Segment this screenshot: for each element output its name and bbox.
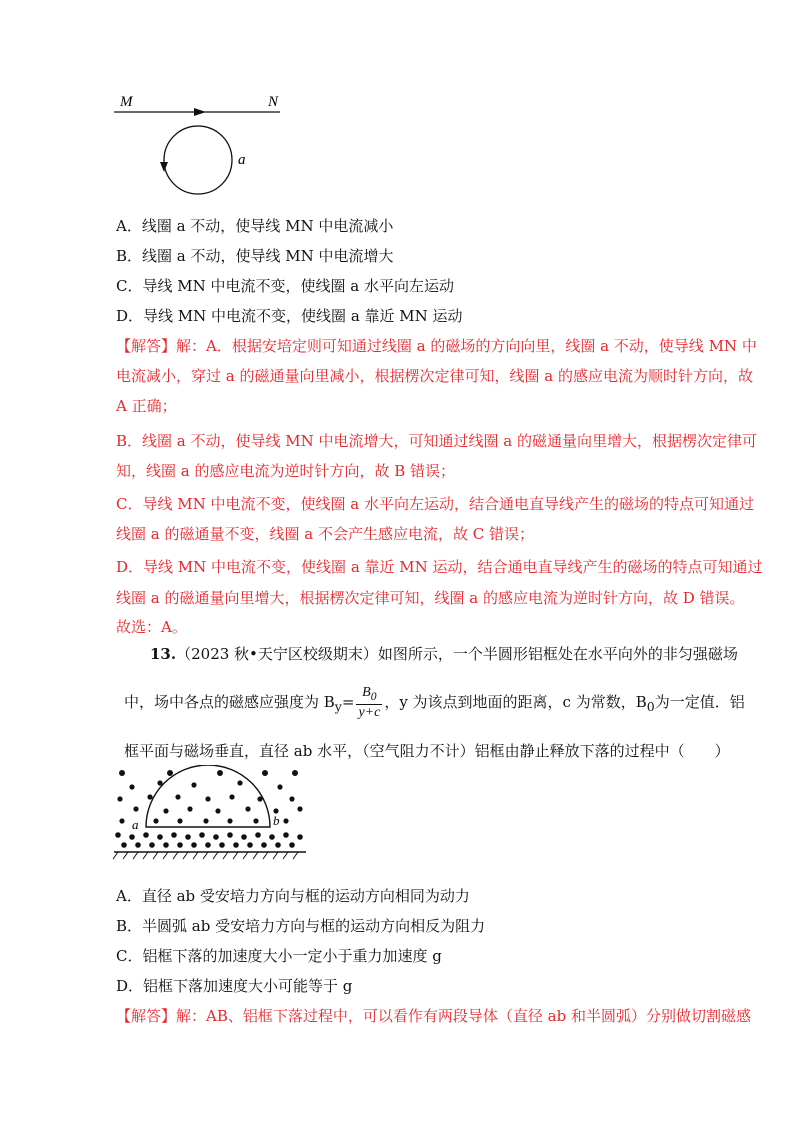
q12-option-b: B．线圈 a 不动，使导线 MN 中电流增大 bbox=[116, 247, 394, 265]
q13-stem-line-3: 框平面与磁场垂直，直径 ab 水平，（空气阻力不计）铝框由静止释放下落的过程中（ ） bbox=[124, 742, 730, 760]
q13-option-d: D．铝框下落加速度大小可能等于 g bbox=[116, 977, 353, 995]
figure-semicircle-field bbox=[110, 765, 310, 861]
q13-option-a: A．直径 ab 受安培力方向与框的运动方向相同为动力 bbox=[116, 887, 470, 905]
q13-option-b: B．半圆弧 ab 受安培力方向与框的运动方向相反为阻力 bbox=[116, 917, 486, 935]
q13-answer-line-1 bbox=[116, 1006, 751, 1026]
q12-option-c: C．导线 MN 中电流不变，使线圈 a 水平向左运动 bbox=[116, 277, 454, 295]
current-arrow bbox=[194, 108, 206, 116]
answer-tag: 【解答】 bbox=[116, 337, 177, 355]
q13-stem-line-2: 中，场中各点的磁感应强度为 $B_y=$ $\frac{B_0}{y+c}$ ，y 为该点到地面的距离，c 为常数，$B_0$为一定值．铝 bbox=[124, 684, 745, 721]
loop-direction-arrow bbox=[160, 162, 168, 172]
q12-answer-line-8: D．导线 MN 中电流不变，使线圈 a 靠近 MN 运动，结合通电直导线产生的磁场的特点可知通过 bbox=[116, 558, 763, 576]
label-b-point: b bbox=[273, 813, 280, 828]
answer-text: 解：AB、铝框下落过程中，可以看作有两段导体（直径 ab 和半圆弧）分别做切割磁感 bbox=[176, 1007, 751, 1025]
q12-option-a: A．线圈 a 不动，使导线 MN 中电流减小 bbox=[116, 217, 394, 235]
label-a-point: a bbox=[132, 817, 139, 832]
q13-stem-line-1 bbox=[150, 644, 738, 664]
figure-wire-loop bbox=[110, 88, 290, 198]
answer-tag: 【解答】 bbox=[116, 1007, 177, 1025]
label-a: a bbox=[238, 152, 246, 168]
q12-option-d: D．导线 MN 中电流不变，使线圈 a 靠近 MN 运动 bbox=[116, 307, 463, 325]
answer-text: 解：A．根据安培定则可知通过线圈 a 的磁场的方向向里，线圈 a 不动，使导线 MN 中 bbox=[176, 337, 757, 355]
field-dots bbox=[115, 770, 303, 848]
q13-number: 13. bbox=[150, 645, 177, 663]
field-formula: $\frac{B_0}{y+c}$ bbox=[358, 684, 381, 721]
q13-source: （2023 秋•天宁区校级期末）如图所示，一个半圆形铝框处在水平向外的非匀强磁场 bbox=[176, 645, 738, 663]
q12-answer-line-1 bbox=[116, 336, 757, 356]
q12-answer-line-6: C．导线 MN 中电流不变，使线圈 a 水平向左运动，结合通电直导线产生的磁场的特点可知通过 bbox=[116, 495, 754, 513]
q12-answer-line-9: 线圈 a 的磁通量向里增大，根据楞次定律可知，线圈 a 的感应电流为逆时针方向，故 D 错误。 bbox=[116, 589, 745, 607]
q12-answer-line-7: 线圈 a 的磁通量不变，线圈 a 不会产生感应电流，故 C 错误； bbox=[116, 525, 534, 543]
ground-hatch bbox=[113, 852, 298, 859]
q12-answer-line-5: 知，线圈 a 的感应电流为逆时针方向，故 B 错误； bbox=[116, 462, 456, 480]
q12-answer-line-4: B．线圈 a 不动，使导线 MN 中电流增大，可知通过线圈 a 的磁通量向里增大，根据楞次定律可 bbox=[116, 432, 758, 450]
label-n: N bbox=[268, 94, 279, 110]
label-m: M bbox=[120, 94, 133, 110]
loop-a bbox=[164, 126, 232, 194]
q13-option-c: C．铝框下落的加速度大小一定小于重力加速度 g bbox=[116, 947, 442, 965]
semicircle-frame bbox=[146, 765, 270, 827]
q12-answer-line-10: 故选：A。 bbox=[116, 618, 187, 636]
q12-answer-line-2: 电流减小，穿过 a 的磁通量向里减小，根据楞次定律可知，线圈 a 的感应电流为顺时针方向，故 bbox=[116, 367, 753, 385]
q12-answer-line-3: A 正确； bbox=[116, 397, 177, 415]
